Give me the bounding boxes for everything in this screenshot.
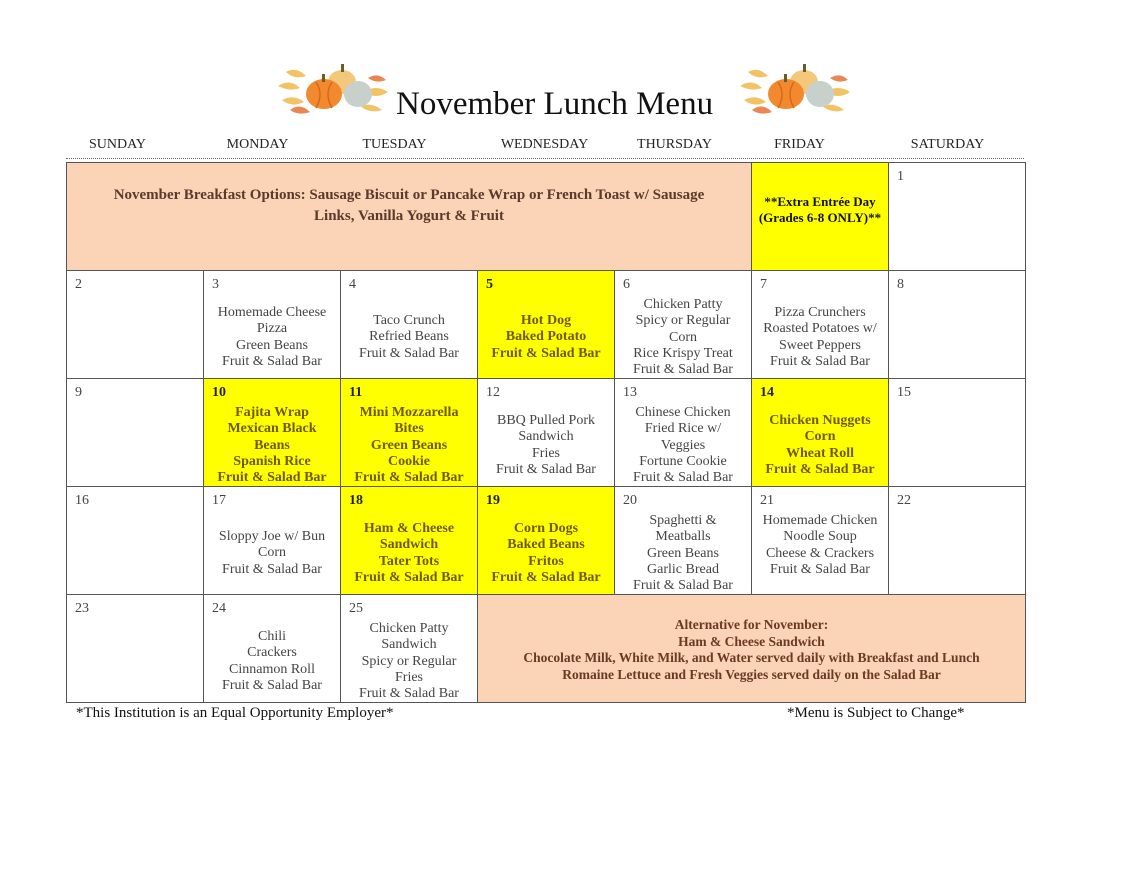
menu-item: Fruit & Salad Bar [496,461,596,477]
day-cell [889,271,1026,379]
extra-entree-cell [752,163,889,271]
menu-item: Ham & Cheese [363,521,455,536]
menu-item: Corn [258,545,286,561]
menu-item: Chili [257,629,286,644]
day-number: 22 [897,493,911,508]
day-cell [204,487,341,595]
menu-item: Tater Tots [378,553,440,569]
menu-item: Rice Krispy Treat [633,345,733,361]
calendar-grid [66,162,1026,703]
menu-item: Chicken Patty [643,297,723,312]
menu-item: Fruit & Salad Bar [770,561,870,577]
menu-items [615,405,751,486]
menu-item: Fruit & Salad Bar [222,677,322,693]
menu-items [204,305,340,370]
day-header-tuesday: TUESDAY [362,137,427,152]
menu-items [341,405,477,486]
menu-item: Green Beans [370,437,448,453]
day-header-monday: MONDAY [226,137,289,152]
menu-item: Mexican Black [227,421,317,437]
day-number: 21 [760,493,774,508]
menu-item: Fruit & Salad Bar [633,470,733,486]
menu-item: Spanish Rice [233,453,311,469]
breakfast-banner [67,163,752,271]
menu-items [478,313,614,362]
menu-item: Fruit & Salad Bar [765,461,875,477]
menu-item: Garlic Bread [647,561,719,577]
menu-item: Fried Rice w/ [644,421,722,437]
alternative-item: Ham & Cheese Sandwich [678,633,825,649]
menu-items [752,413,888,478]
day-cell [889,487,1026,595]
day-header-thursday: THURSDAY [637,137,712,152]
menu-item: Fruit & Salad Bar [359,345,459,361]
menu-item: Fruit & Salad Bar [217,470,327,486]
alternative-text [478,595,1025,683]
alternative-heading: Alternative for November: [674,617,829,632]
day-cell [752,487,889,595]
menu-items [341,313,477,362]
menu-item: Fries [395,669,423,685]
day-cell [67,487,204,595]
menu-item: Wheat Roll [785,445,855,461]
day-number: 24 [212,601,226,616]
menu-items [615,513,751,594]
menu-item: Fruit & Salad Bar [770,353,870,369]
menu-item: Spicy or Regular [361,653,457,669]
menu-item: Chicken Patty [369,621,449,636]
menu-item: Roasted Potatoes w/ [763,321,877,337]
menu-items [615,297,751,378]
menu-item: Fajita Wrap [235,405,309,420]
menu-item: Cheese & Crackers [765,545,875,561]
day-cell-highlighted [341,487,478,595]
menu-item: Fruit & Salad Bar [633,578,733,594]
day-cell [341,595,478,703]
menu-item: Sloppy Joe w/ Bun [218,529,326,544]
menu-item: Cinnamon Roll [229,661,315,677]
menu-item: Corn [669,329,697,345]
day-cell-highlighted [752,379,889,487]
menu-item: Meatballs [655,529,711,545]
day-cell [204,595,341,703]
menu-item: Fruit & Salad Bar [354,470,464,486]
day-number: 2 [75,277,82,292]
menu-items [341,621,477,702]
day-number: 4 [349,277,356,292]
menu-item: Fruit & Salad Bar [222,561,322,577]
day-cell [615,271,752,379]
menu-item: Corn [804,429,836,445]
menu-item: Sandwich [379,537,439,553]
day-cell-highlighted [341,379,478,487]
menu-item: Homemade Cheese [217,305,327,320]
day-cell [67,379,204,487]
menu-item: Green Beans [236,337,308,353]
day-cell [67,271,204,379]
day-number: 19 [486,493,500,508]
salad-bar-note: Romaine Lettuce and Fresh Veggies served daily on the Salad Bar [562,666,941,682]
menu-item: Sandwich [381,637,437,653]
menu-item: Fruit & Salad Bar [359,686,459,702]
menu-item: Fruit & Salad Bar [633,362,733,378]
day-number: 7 [760,277,767,292]
menu-item: Fortune Cookie [639,453,727,469]
page-title: November Lunch Menu [396,86,714,122]
menu-item: Bites [394,421,424,437]
menu-item: Baked Beans [507,537,585,553]
menu-items [204,405,340,486]
menu-item: Spicy or Regular [635,313,731,329]
day-cell-highlighted [478,487,615,595]
day-header-saturday: SATURDAY [910,137,985,152]
day-number: 16 [75,493,89,508]
menu-item: Fries [532,445,560,461]
day-number: 6 [623,277,630,292]
menu-item: Pizza Crunchers [774,305,866,320]
day-number: 20 [623,493,637,508]
menu-item: Hot Dog [520,313,572,328]
menu-items [752,305,888,370]
day-header-sunday: SUNDAY [88,137,147,152]
day-number: 23 [75,601,89,616]
menu-item: Veggies [660,437,706,453]
menu-item: Fruit & Salad Bar [354,569,464,585]
menu-item: Green Beans [647,545,719,561]
menu-items [752,513,888,578]
menu-items [478,413,614,478]
day-number: 18 [349,493,363,508]
menu-items [341,521,477,586]
day-number: 17 [212,493,226,508]
menu-item: Fruit & Salad Bar [222,353,322,369]
menu-item: Refried Beans [369,329,449,345]
menu-item: Fritos [528,553,564,569]
menu-items [204,629,340,694]
day-number: 8 [897,277,904,292]
menu-item: Mini Mozzarella [359,405,459,420]
day-cell [889,163,1026,271]
day-cell [341,271,478,379]
day-cell [889,379,1026,487]
day-header-wednesday: WEDNESDAY [500,137,589,152]
menu-item: Sweet Peppers [778,337,862,353]
day-number: 1 [897,169,904,184]
breakfast-text: November Breakfast Options: Sausage Biscuit or Pancake Wrap or French Toast w/ Sausage Links, Vanilla Yogurt & Fruit [113,187,705,224]
menu-item: Taco Crunch [373,313,445,328]
day-number: 25 [349,601,363,616]
header-divider [66,158,1024,159]
extra-entree-text: **Extra Entrée Day (Grades 6-8 ONLY)** [758,194,882,225]
menu-items [204,529,340,578]
day-number: 15 [897,385,911,400]
menu-item: BBQ Pulled Pork [496,413,595,428]
day-number: 14 [760,385,774,400]
menu-item: Corn Dogs [513,521,579,536]
day-cell [615,487,752,595]
day-number: 10 [212,385,226,400]
equal-opportunity-note: *This Institution is an Equal Opportunity Employer* [76,705,394,721]
day-cell-highlighted [478,271,615,379]
day-number: 5 [486,277,493,292]
day-number: 3 [212,277,219,292]
menu-item: Spaghetti & [649,513,717,528]
day-cell [67,595,204,703]
menu-item: Homemade Chicken [762,513,878,528]
menu-item: Baked Potato [505,329,587,345]
menu-item: Chicken Nuggets [769,413,871,428]
menu-item: Pizza [256,321,288,337]
alternative-banner [478,595,1026,703]
menu-item: Crackers [247,645,297,661]
day-cell-highlighted [204,379,341,487]
day-cell [204,271,341,379]
pumpkin-leaves-icon [276,56,391,122]
subject-to-change-note: *Menu is Subject to Change* [787,705,965,721]
menu-item: Fruit & Salad Bar [491,345,601,361]
menu-item: Sandwich [518,429,574,445]
menu-item: Cookie [388,453,430,469]
menu-items [478,521,614,586]
menu-item: Chinese Chicken [635,405,731,420]
pumpkin-leaves-icon [738,56,853,122]
day-number: 9 [75,385,82,400]
day-header-friday: FRIDAY [774,137,825,152]
day-number: 12 [486,385,500,400]
day-number: 11 [349,385,363,400]
day-cell [615,379,752,487]
day-cell [752,271,889,379]
day-number: 13 [623,385,637,400]
menu-item: Fruit & Salad Bar [491,569,601,585]
menu-item: Noodle Soup [783,529,857,545]
day-cell [478,379,615,487]
menu-item: Beans [254,437,290,453]
drinks-note: Chocolate Milk, White Milk, and Water served daily with Breakfast and Lunch [523,650,980,665]
